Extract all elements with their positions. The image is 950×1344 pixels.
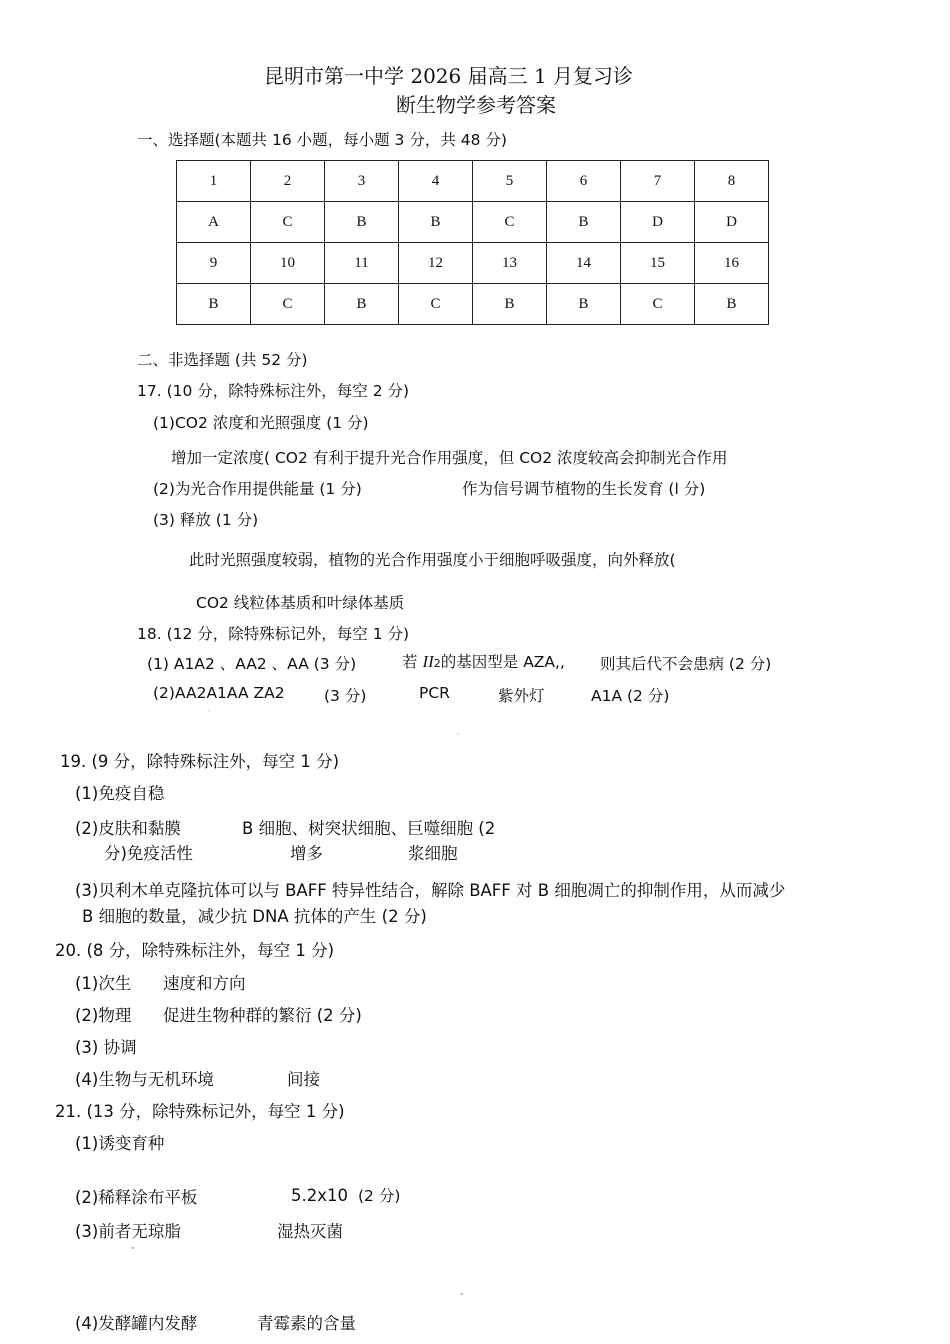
question-number-row: [177, 161, 769, 202]
answer-cell: A: [177, 202, 251, 243]
q18-line2c: PCR: [419, 684, 450, 702]
q18-line1a: (1) A1A2 、AA2 、AA (3 分): [147, 655, 357, 673]
q18-line1c: 则其后代不会患病 (2 分): [600, 655, 772, 673]
q19-line3c: 浆细胞: [408, 844, 458, 863]
q17-line1: (1)CO2 浓度和光照强度 (1 分): [153, 414, 369, 432]
q20-line4a: (4)生物与无机环境: [75, 1070, 214, 1089]
answer-cell: C: [473, 202, 547, 243]
answer-cell: C: [251, 284, 325, 325]
question-number-cell: 3: [325, 161, 399, 202]
q19-line2b: B 细胞、树突状细胞、巨噬细胞 (2: [242, 819, 496, 838]
question-number-cell: 13: [473, 243, 547, 284]
q17-line5: 此时光照强度较弱，植物的光合作用强度小于细胞呼吸强度，向外释放(: [189, 551, 676, 569]
q21-line3b: 湿热灭菌: [277, 1222, 343, 1241]
q20-header: 20. (8 分，除特殊标注外，每空 1 分): [55, 941, 335, 960]
q17-line3a: (2)为光合作用提供能量 (1 分): [153, 480, 362, 498]
answer-cell: B: [695, 284, 769, 325]
q21-line3a: (3)前者无琼脂: [75, 1222, 181, 1241]
answer-cell: B: [547, 284, 621, 325]
question-number-cell: 14: [547, 243, 621, 284]
answer-cell: B: [325, 284, 399, 325]
q18-line2d: 紫外灯: [498, 687, 545, 705]
q18-line1b: [402, 650, 565, 672]
question-number-cell: 6: [547, 161, 621, 202]
q18-header: 18. (12 分，除特殊标记外，每空 1 分): [137, 625, 410, 643]
answer-cell: B: [547, 202, 621, 243]
page-title-line2: 断生物学参考答案: [396, 93, 556, 117]
q19-header: 19. (9 分，除特殊标注外，每空 1 分): [60, 752, 340, 771]
question-number-cell: 5: [473, 161, 547, 202]
q21-line1: (1)诱变育种: [75, 1134, 165, 1153]
answer-cell: B: [473, 284, 547, 325]
answer-table: [176, 160, 769, 325]
q18-pi-symbol: II: [422, 652, 434, 671]
answer-row: [177, 284, 769, 325]
section1-heading: 一、选择题(本题共 16 小题，每小题 3 分，共 48 分): [137, 131, 507, 149]
question-number-cell: 9: [177, 243, 251, 284]
q21-line2b: 5.2x10: [291, 1186, 349, 1205]
q17-line4: (3) 释放 (1 分): [153, 511, 259, 529]
q21-header: 21. (13 分，除特殊标记外，每空 1 分): [55, 1102, 345, 1121]
question-number-cell: 11: [325, 243, 399, 284]
question-number-cell: 4: [399, 161, 473, 202]
answer-cell: D: [621, 202, 695, 243]
q18-line1b-pre: 若: [402, 653, 418, 671]
question-number-cell: 2: [251, 161, 325, 202]
page-title-line1: 昆明市第一中学 2026 届高三 1 月复习诊: [264, 64, 634, 88]
section2-heading: 二、非选择题 (共 52 分): [137, 351, 308, 369]
q17-line6: CO2 线粒体基质和叶绿体基质: [196, 594, 405, 612]
q18-line2b: (3 分): [324, 687, 367, 705]
answer-cell: B: [399, 202, 473, 243]
stray-mark: ": [460, 1292, 464, 1300]
stray-mark: .: [457, 728, 460, 736]
q21-line4b: 青霉素的含量: [257, 1314, 356, 1333]
question-number-cell: 16: [695, 243, 769, 284]
question-number-cell: 12: [399, 243, 473, 284]
answer-cell: C: [399, 284, 473, 325]
question-number-cell: 7: [621, 161, 695, 202]
question-number-cell: 8: [695, 161, 769, 202]
answer-cell: D: [695, 202, 769, 243]
q19-line3b: 增多: [290, 844, 323, 863]
answer-cell: C: [251, 202, 325, 243]
answer-row: [177, 202, 769, 243]
q21-line2a: (2)稀释涂布平板: [75, 1188, 198, 1207]
question-number-cell: 15: [621, 243, 695, 284]
answer-cell: C: [621, 284, 695, 325]
q17-line2: 增加一定浓度( CO2 有利于提升光合作用强度，但 CO2 浓度较高会抑制光合作用: [171, 449, 728, 467]
q20-line3: (3) 协调: [75, 1038, 137, 1057]
stray-mark: ˙: [207, 710, 211, 718]
q20-line1b: 速度和方向: [163, 974, 246, 993]
q17-line3b: 作为信号调节植物的生长发育 (l 分): [462, 480, 706, 498]
q20-line1a: (1)次生: [75, 974, 132, 993]
q21-line4a: (4)发酵罐内发酵: [75, 1314, 198, 1333]
question-number-cell: 10: [251, 243, 325, 284]
question-number-cell: 1: [177, 161, 251, 202]
q20-line2a: (2)物理: [75, 1006, 132, 1025]
q18-line2e: A1A (2 分): [591, 687, 670, 705]
q21-line2c: (2 分): [358, 1187, 401, 1205]
q17-header: 17. (10 分，除特殊标注外，每空 2 分): [137, 382, 410, 400]
q18-line2a: (2)AA2A1AA ZA2: [153, 684, 285, 702]
q18-pi-subscript: 2: [433, 657, 441, 670]
stray-mark: ": [131, 1246, 135, 1254]
q18-line1b-post: 的基因型是 AZA,,: [440, 653, 565, 671]
q20-line2b: 促进生物种群的繁衍 (2 分): [163, 1006, 362, 1025]
q19-line5: B 细胞的数量，减少抗 DNA 抗体的产生 (2 分): [82, 907, 427, 926]
answer-cell: B: [325, 202, 399, 243]
q19-line4: (3)贝利木单克隆抗体可以与 BAFF 特异性结合，解除 BAFF 对 B 细胞凋亡的抑制作用，从而减少: [75, 881, 786, 900]
q20-line4b: 间接: [287, 1070, 320, 1089]
q19-line2a: (2)皮肤和黏膜: [75, 819, 181, 838]
answer-cell: B: [177, 284, 251, 325]
q19-line3a: 分)免疫活性: [104, 844, 193, 863]
q19-line1: (1)免疫自稳: [75, 784, 165, 803]
question-number-row: [177, 243, 769, 284]
